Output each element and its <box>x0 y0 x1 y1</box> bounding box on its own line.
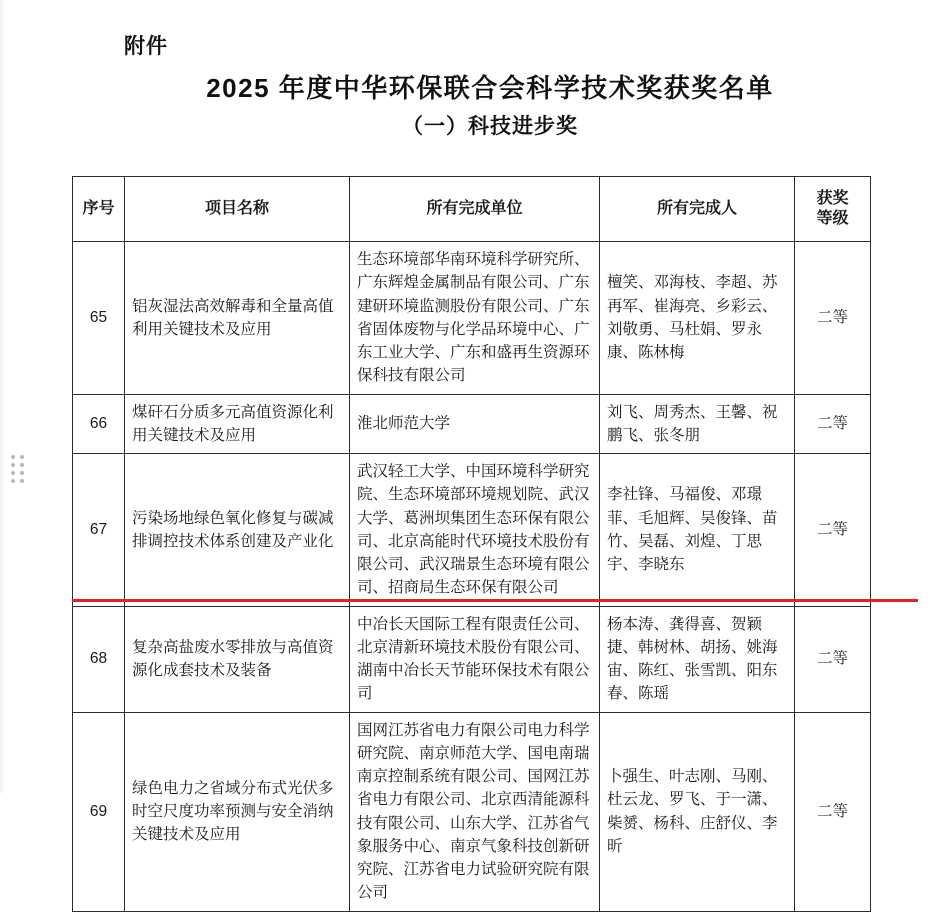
cell-project-name: 铝灰湿法高效解毒和全量高值利用关键技术及应用 <box>125 242 350 395</box>
cell-people: 杨本涛、龚得喜、贺颖捷、韩树林、胡扬、姚海宙、陈红、张雪凯、阳东春、陈瑶 <box>600 606 795 712</box>
header-award-level <box>795 177 871 242</box>
cell-project-name: 煤矸石分质多元高值资源化利用关键技术及应用 <box>125 394 350 454</box>
drag-handle[interactable] <box>10 452 26 486</box>
drag-dot <box>20 455 24 459</box>
cell-award-level: 二等 <box>795 606 871 712</box>
award-list-table <box>72 176 871 912</box>
drag-dot <box>11 463 15 467</box>
drag-dot <box>20 471 24 475</box>
table-row <box>73 242 871 395</box>
drag-dot <box>11 471 15 475</box>
cell-award-level: 二等 <box>795 242 871 395</box>
cell-units: 武汉轻工大学、中国环境科学研究院、生态环境部环境规划院、武汉大学、葛洲坝集团生态环保有限公司、北京高能时代环境技术股份有限公司、武汉瑞景生态环境有限公司、招商局生态环保有限公司 <box>350 454 600 607</box>
drag-dot <box>11 455 15 459</box>
drag-dot <box>11 479 15 483</box>
attachment-label: 附件 <box>124 35 168 58</box>
cell-no: 65 <box>73 242 125 395</box>
cell-no: 68 <box>73 606 125 712</box>
table-row <box>73 454 871 607</box>
cell-units: 中冶长天国际工程有限责任公司、北京清新环境技术股份有限公司、湖南中冶长天节能环保技术有限公司 <box>350 606 600 712</box>
cell-units: 淮北师范大学 <box>350 394 600 454</box>
header-award-level-line2: 等级 <box>816 210 849 227</box>
red-marker-line <box>72 599 918 602</box>
header-units: 所有完成单位 <box>350 177 600 242</box>
cell-people: 卜强生、叶志刚、马刚、杜云龙、罗飞、于一潇、柴赟、杨科、庄舒仪、李昕 <box>600 712 795 911</box>
cell-no: 67 <box>73 454 125 607</box>
cell-people: 刘飞、周秀杰、王馨、祝鹏飞、张冬朋 <box>600 394 795 454</box>
cell-no: 69 <box>73 712 125 911</box>
cell-project-name: 绿色电力之省域分布式光伏多时空尺度功率预测与安全消纳关键技术及应用 <box>125 712 350 911</box>
cell-people: 李社锋、马福俊、邓璟菲、毛旭辉、吴俊锋、苗竹、吴磊、刘煌、丁思宇、李晓东 <box>600 454 795 607</box>
cell-units: 国网江苏省电力有限公司电力科学研究院、南京师范大学、国电南瑞南京控制系统有限公司、国网江苏省电力有限公司、北京西清能源科技有限公司、山东大学、江苏省气象服务中心、南京气象科技创新研究院、江苏省电力试验研究院有限公司 <box>350 712 600 911</box>
page-subtitle: （一）科技进步奖 <box>402 115 578 138</box>
header-no: 序号 <box>73 177 125 242</box>
cell-award-level: 二等 <box>795 454 871 607</box>
cell-people: 檀笑、邓海枝、李超、苏再军、崔海亮、乡彩云、刘敬勇、马杜娟、罗永康、陈林梅 <box>600 242 795 395</box>
cell-award-level: 二等 <box>795 394 871 454</box>
header-award-level-line1: 获奖 <box>816 190 849 207</box>
cell-award-level: 二等 <box>795 712 871 911</box>
cell-no: 66 <box>73 394 125 454</box>
page-title: 2025 年度中华环保联合会科学技术奖获奖名单 <box>206 73 774 103</box>
drag-dot <box>20 479 24 483</box>
cell-project-name: 复杂高盐废水零排放与高值资源化成套技术及装备 <box>125 606 350 712</box>
table-row <box>73 712 871 911</box>
header-people: 所有完成人 <box>600 177 795 242</box>
header-project-name: 项目名称 <box>125 177 350 242</box>
drag-dot <box>20 463 24 467</box>
cell-units: 生态环境部华南环境科学研究所、广东辉煌金属制品有限公司、广东建研环境监测股份有限公司、广东省固体废物与化学品环境中心、广东工业大学、广东和盛再生资源环保科技有限公司 <box>350 242 600 395</box>
cell-project-name: 污染场地绿色氧化修复与碳减排调控技术体系创建及产业化 <box>125 454 350 607</box>
table-header-row <box>73 177 871 242</box>
table-row <box>73 394 871 454</box>
table-row <box>73 606 871 712</box>
